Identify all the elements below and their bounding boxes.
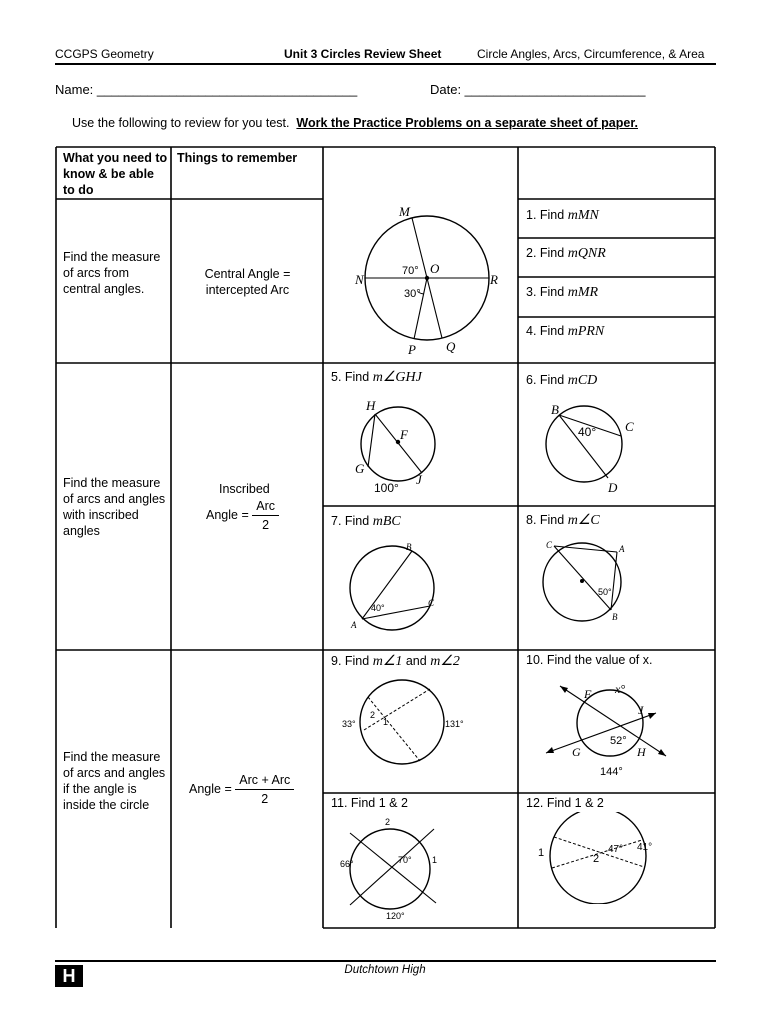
row3-formula	[189, 772, 294, 807]
fig5-label-H: H	[366, 398, 376, 413]
problem-3-label: 3. Find	[526, 285, 565, 299]
topics-title: Circle Angles, Arcs, Circumference, & Area	[477, 47, 705, 61]
instructions-intro: Use the following to review for you test.	[72, 116, 290, 130]
fig10-arrow-2b	[648, 713, 656, 719]
problem-2-expr: mQNR	[567, 246, 606, 261]
problem-10: 10. Find the value of x.	[526, 653, 653, 667]
fig5-label-J: J	[416, 472, 422, 487]
row1-skill: Find the measure of arcs from central angles.	[63, 250, 161, 296]
row2-fraction-num: Arc	[252, 498, 279, 516]
row2-fraction	[252, 498, 279, 533]
col-header-remember: Things to remember	[177, 151, 298, 165]
problem-6-expr: mCD	[567, 373, 598, 388]
problem-9-expr1: m∠1	[372, 654, 403, 669]
fig7-chord-AB	[362, 551, 412, 619]
row3-fraction-num: Arc + Arc	[235, 772, 294, 790]
fig10-arrow-1a	[560, 686, 568, 693]
row3-formula-prefix: Angle =	[189, 781, 232, 796]
figure-5-inscribed	[338, 390, 448, 502]
fig10-arrow-1b	[658, 749, 666, 756]
fig7-label-C: C	[428, 598, 435, 608]
problem-7-label: 7. Find	[331, 514, 370, 528]
fig1-label-O: O	[430, 261, 440, 276]
fig1-angle-70: 70°	[402, 265, 419, 277]
figure-11-intersecting-chords	[338, 815, 448, 923]
problem-7	[331, 514, 401, 530]
fig1-label-Q: Q	[446, 339, 456, 354]
row3-fraction	[235, 772, 294, 807]
fig11-label-1: 1	[432, 855, 438, 865]
fig8-label-C: C	[546, 540, 553, 550]
fig11-arc-66: 66°	[340, 859, 354, 869]
figure-10-intersecting-secants	[538, 676, 698, 788]
problem-9-and: and	[405, 654, 427, 668]
fig8-chord-CB	[554, 546, 611, 610]
date-field-label: Date: _________________________	[430, 82, 646, 97]
fig1-angle-30: 30°	[404, 288, 421, 300]
row2-fraction-den: 2	[262, 518, 270, 532]
fig9-circle	[360, 680, 444, 764]
problem-7-expr: mBC	[372, 514, 401, 529]
fig11-label-2: 2	[385, 817, 391, 827]
unit-title: Unit 3 Circles Review Sheet	[284, 47, 442, 61]
name-field-label: Name: ____________________________________	[55, 82, 358, 97]
row2-remember-line1: Inscribed	[219, 482, 270, 496]
fig1-label-N: N	[355, 272, 364, 287]
problem-2	[526, 246, 606, 262]
problem-3	[526, 285, 598, 301]
fig7-label-B: B	[406, 542, 412, 552]
problem-9-label: 9. Find	[331, 654, 370, 668]
fig7-label-A: A	[351, 620, 357, 630]
problem-1-expr: mMN	[567, 208, 599, 223]
fig6-label-C: C	[625, 419, 634, 434]
fig9-label-2: 2	[370, 710, 376, 720]
problem-4	[526, 324, 604, 340]
figure-9-intersecting-chords	[338, 672, 468, 772]
problem-8-label: 8. Find	[526, 513, 565, 527]
col-header-skills: What you need to know & be able to do	[63, 151, 168, 197]
fig10-label-F: F	[584, 687, 592, 701]
fig1-label-M: M	[399, 204, 410, 219]
fig6-label-B: B	[551, 402, 559, 417]
fig10-arrow-2a	[546, 747, 554, 753]
problem-4-expr: mPRN	[567, 324, 605, 339]
problem-5	[331, 369, 422, 386]
fig5-arc-100: 100°	[374, 481, 399, 495]
fig7-angle-40: 40°	[371, 603, 385, 613]
problem-8-expr: m∠C	[567, 513, 600, 528]
fig9-arc-131: 131°	[445, 719, 464, 729]
problem-5-label: 5. Find	[331, 370, 370, 384]
fig5-label-G: G	[355, 461, 365, 476]
fig11-arc-120: 120°	[386, 911, 405, 921]
problem-8	[526, 512, 600, 529]
problem-1-label: 1. Find	[526, 208, 565, 222]
fig1-center-dot	[425, 276, 429, 280]
problem-1	[526, 208, 599, 224]
instructions-emphasis: Work the Practice Problems on a separate sheet of paper.	[296, 116, 638, 130]
problem-9-expr2: m∠2	[430, 654, 460, 669]
problem-9	[331, 653, 460, 670]
fig8-chord-CA	[554, 546, 617, 552]
fig11-angle-70: 70°	[398, 855, 412, 865]
fig12-angle-47: 47°	[608, 844, 624, 855]
fig8-angle-50: 50°	[598, 587, 612, 597]
problem-6-label: 6. Find	[526, 373, 565, 387]
fig1-label-P: P	[408, 342, 416, 357]
fig9-chord-1	[368, 697, 420, 761]
fig11-chord-1	[350, 833, 436, 903]
footer-school: Dutchtown High	[344, 964, 426, 976]
fig10-label-x: x°	[615, 682, 626, 696]
fig12-label-2: 2	[593, 853, 600, 865]
figure-6-inscribed	[538, 396, 648, 502]
fig6-label-D: D	[608, 480, 618, 495]
row1-remember: Central Angle = intercepted Arc	[204, 267, 291, 297]
figure-1-central-angles	[344, 202, 504, 360]
fig12-label-1: 1	[538, 847, 545, 859]
fig10-arc-144: 144°	[600, 766, 623, 778]
course-title: CCGPS Geometry	[55, 47, 154, 61]
figure-7-inscribed	[340, 538, 450, 638]
problem-11: 11. Find 1 & 2	[331, 796, 408, 810]
fig12-arc-41: 41°	[637, 842, 653, 853]
fig10-label-G: G	[572, 745, 581, 759]
fig10-label-H: H	[637, 745, 646, 759]
fig8-label-A: A	[619, 544, 625, 554]
fig1-label-R: R	[490, 272, 498, 287]
figure-8-inscribed	[536, 534, 646, 638]
fig6-circle	[546, 406, 622, 482]
fig10-arc-52: 52°	[610, 735, 627, 747]
row2-skill: Find the measure of arcs and angles with inscribed angles	[63, 476, 166, 538]
fig9-arc-33: 33°	[342, 719, 356, 729]
row2-formula	[206, 498, 279, 533]
fig5-label-F: F	[400, 427, 408, 442]
problem-4-label: 4. Find	[526, 324, 565, 338]
problem-5-expr: m∠GHJ	[372, 370, 422, 385]
fig10-label-J: J	[638, 703, 644, 717]
row3-skill: Find the measure of arcs and angles if the angle is inside the circle	[63, 750, 166, 812]
fig9-label-1: 1	[383, 717, 389, 727]
row2-formula-prefix: Angle =	[206, 507, 249, 522]
problem-12: 12. Find 1 & 2	[526, 796, 604, 810]
footer-rule	[55, 960, 716, 962]
problem-2-label: 2. Find	[526, 246, 565, 260]
row3-fraction-den: 2	[261, 792, 269, 806]
figure-12-intersecting-chords	[534, 812, 684, 904]
problem-6	[526, 373, 597, 389]
problem-3-expr: mMR	[567, 285, 599, 300]
fig6-angle-40: 40°	[578, 425, 597, 439]
fig8-center-dot	[580, 579, 584, 583]
school-logo-letter: H	[62, 966, 76, 986]
fig8-label-B: B	[612, 612, 618, 622]
